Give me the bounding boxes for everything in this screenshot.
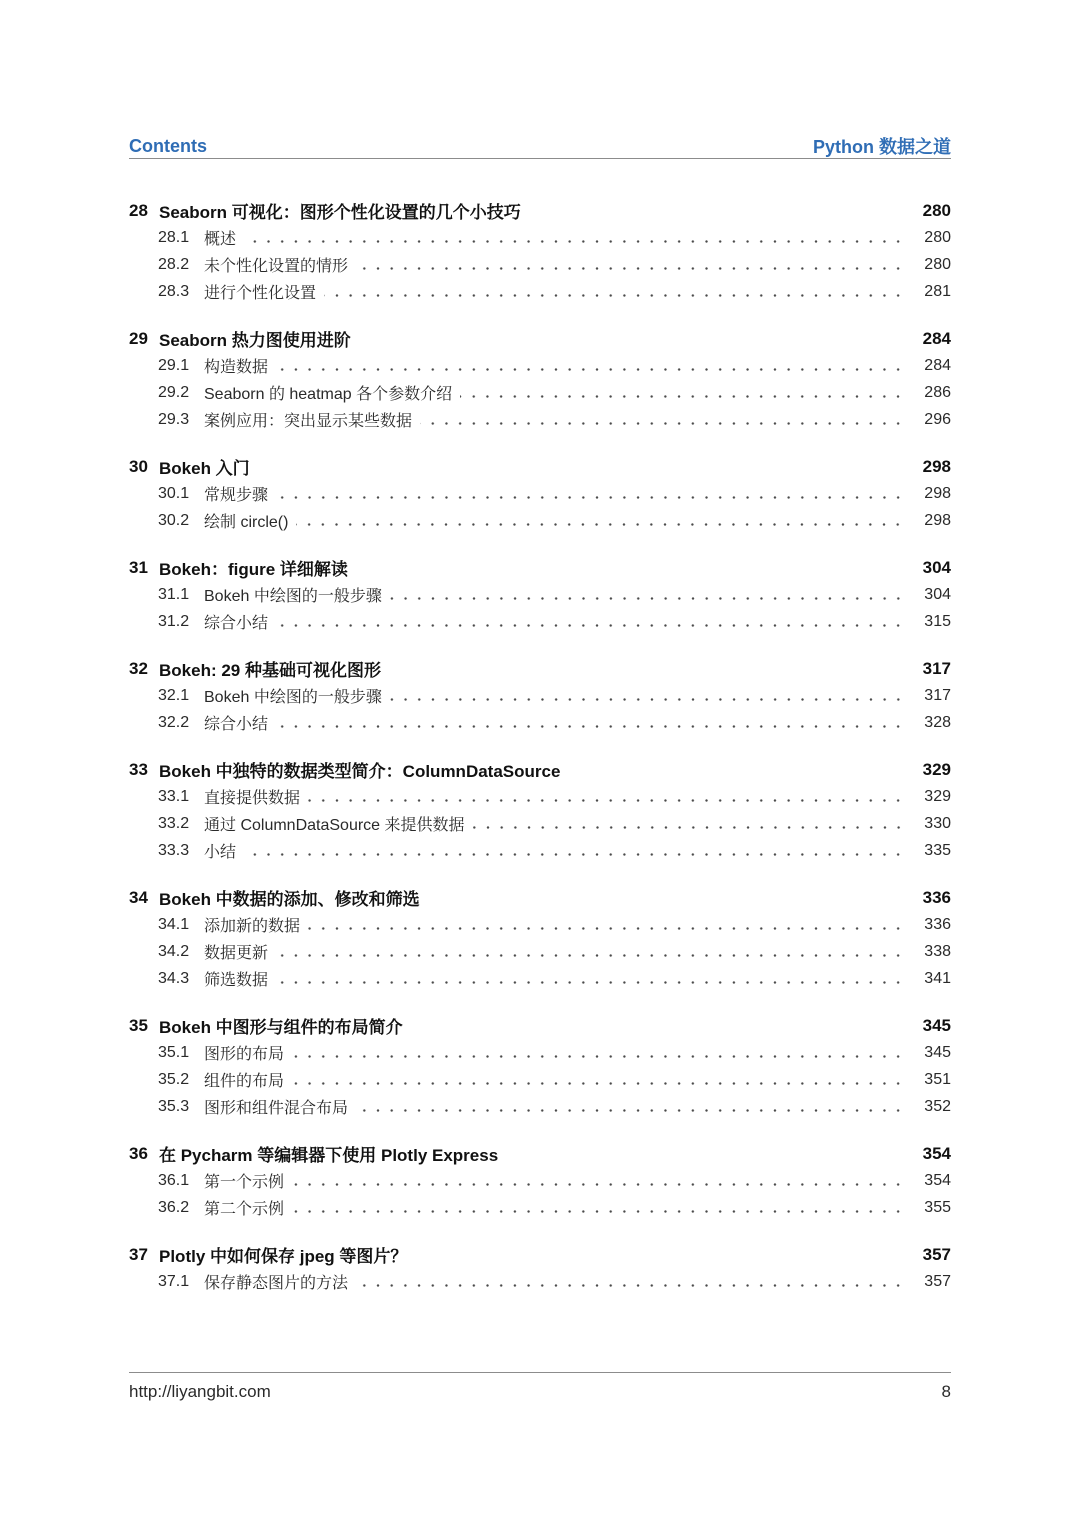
chapter-title: Bokeh 中图形与组件的布局简介: [159, 1018, 403, 1037]
dot-leader: [276, 709, 905, 736]
section-title: 保存静态图片的方法: [204, 1275, 349, 1292]
running-header: [129, 134, 951, 158]
section-row[interactable]: [129, 251, 951, 278]
section-page: 298: [924, 484, 951, 502]
section-row[interactable]: [129, 810, 951, 837]
section-page: 280: [924, 255, 951, 273]
section-page: 357: [924, 1272, 951, 1290]
section-page: 328: [924, 713, 951, 731]
section-page: 304: [924, 585, 951, 603]
dot-leader: [244, 837, 905, 864]
section-number: 37.1: [158, 1272, 190, 1290]
section-title: Bokeh 中绘图的一般步骤: [204, 689, 382, 706]
dot-leader: [296, 507, 905, 534]
section-page: 355: [924, 1198, 951, 1216]
section-number: 33.2: [158, 814, 190, 832]
section-page: 341: [924, 969, 951, 987]
chapter-row[interactable]: [129, 325, 951, 352]
section-title: 数据更新: [204, 945, 269, 962]
section-row[interactable]: [129, 1066, 951, 1093]
dot-leader: [292, 1167, 905, 1194]
dot-leader: [460, 379, 905, 406]
section-page: 335: [924, 841, 951, 859]
section-title: 直接提供数据: [204, 790, 301, 807]
section-row[interactable]: [129, 379, 951, 406]
section-number: 29.1: [158, 356, 190, 374]
chapter-number: 37: [129, 1244, 148, 1264]
section-row[interactable]: [129, 965, 951, 992]
section-page: 317: [924, 686, 951, 704]
chapter-page: 280: [922, 200, 951, 220]
chapter-block: [129, 453, 951, 534]
section-row[interactable]: [129, 1194, 951, 1221]
section-page: 352: [924, 1097, 951, 1115]
section-title: 进行个性化设置: [204, 285, 317, 302]
section-row[interactable]: [129, 1093, 951, 1120]
section-row[interactable]: [129, 507, 951, 534]
chapter-block: [129, 1241, 951, 1295]
dot-leader: [292, 1066, 905, 1093]
section-title: 图形和组件混合布局: [204, 1100, 349, 1117]
section-row[interactable]: [129, 406, 951, 433]
section-number: 28.3: [158, 282, 190, 300]
section-row[interactable]: [129, 837, 951, 864]
chapter-number: 30: [129, 456, 148, 476]
section-page: 354: [924, 1171, 951, 1189]
footer-rule: [129, 1372, 951, 1373]
chapter-title: Seaborn 可视化：图形个性化设置的几个小技巧: [159, 203, 521, 222]
section-page: 281: [924, 282, 951, 300]
section-row[interactable]: [129, 1167, 951, 1194]
chapter-block: [129, 554, 951, 635]
section-page: 298: [924, 511, 951, 529]
chapter-number: 34: [129, 887, 148, 907]
chapter-block: [129, 1140, 951, 1221]
section-row[interactable]: [129, 1039, 951, 1066]
section-title: Seaborn 的 heatmap 各个参数介绍: [204, 386, 453, 403]
chapter-page: 317: [922, 658, 951, 678]
section-title: 第二个示例: [204, 1201, 285, 1218]
section-title: 案例应用：突出显示某些数据: [204, 413, 413, 430]
section-page: 330: [924, 814, 951, 832]
chapter-title: Bokeh 中数据的添加、修改和筛选: [159, 890, 420, 909]
chapter-title: 在 Pycharm 等编辑器下使用 Plotly Express: [159, 1146, 499, 1165]
section-page: 286: [924, 383, 951, 401]
section-number: 35.1: [158, 1043, 190, 1061]
section-title: 图形的布局: [204, 1046, 285, 1063]
dot-leader: [356, 251, 905, 278]
dot-leader: [276, 938, 905, 965]
section-title: 综合小结: [204, 716, 269, 733]
footer-url-link[interactable]: http://liyangbit.com: [129, 1382, 271, 1401]
section-row[interactable]: [129, 224, 951, 251]
dot-leader: [324, 278, 905, 305]
chapter-row[interactable]: [129, 1241, 951, 1268]
chapter-number: 33: [129, 759, 148, 779]
section-title: 综合小结: [204, 615, 269, 632]
section-title: 绘制 circle(): [204, 514, 289, 531]
section-title: 小结: [204, 844, 237, 861]
section-title: 通过 ColumnDataSource 来提供数据: [204, 817, 465, 834]
dot-leader: [356, 1268, 905, 1295]
dot-leader: [356, 1093, 905, 1120]
section-number: 31.2: [158, 612, 190, 630]
running-footer: [129, 1380, 951, 1404]
chapter-number: 32: [129, 658, 148, 678]
section-number: 36.2: [158, 1198, 190, 1216]
section-page: 280: [924, 228, 951, 246]
section-title: 筛选数据: [204, 972, 269, 989]
chapter-page: 329: [922, 759, 951, 779]
section-page: 329: [924, 787, 951, 805]
chapter-page: 284: [922, 328, 951, 348]
chapter-number: 35: [129, 1015, 148, 1035]
section-number: 30.2: [158, 511, 190, 529]
section-number: 33.3: [158, 841, 190, 859]
chapter-page: 298: [922, 456, 951, 476]
section-number: 32.1: [158, 686, 190, 704]
chapter-block: [129, 197, 951, 305]
section-row[interactable]: [129, 581, 951, 608]
section-title: 概述: [204, 231, 237, 248]
chapter-row[interactable]: [129, 1140, 951, 1167]
dot-leader: [308, 783, 905, 810]
chapter-title: Seaborn 热力图使用进阶: [159, 331, 351, 350]
section-number: 28.2: [158, 255, 190, 273]
chapter-title: Bokeh：figure 详细解读: [159, 560, 348, 579]
chapter-page: 345: [922, 1015, 951, 1035]
section-row[interactable]: [129, 608, 951, 635]
chapter-number: 31: [129, 557, 148, 577]
dot-leader: [292, 1039, 905, 1066]
section-number: 32.2: [158, 713, 190, 731]
chapter-number: 28: [129, 200, 148, 220]
section-row[interactable]: [129, 278, 951, 305]
chapter-row[interactable]: [129, 1012, 951, 1039]
chapter-page: 354: [922, 1143, 951, 1163]
section-page: 296: [924, 410, 951, 428]
chapter-number: 36: [129, 1143, 148, 1163]
section-number: 31.1: [158, 585, 190, 603]
header-book-title: Python 数据之道: [813, 137, 951, 157]
section-page: 345: [924, 1043, 951, 1061]
chapter-title: Bokeh 中独特的数据类型简介：ColumnDataSource: [159, 762, 561, 781]
section-page: 284: [924, 356, 951, 374]
chapter-block: [129, 1012, 951, 1120]
section-number: 29.3: [158, 410, 190, 428]
section-number: 34.1: [158, 915, 190, 933]
section-title: 添加新的数据: [204, 918, 301, 935]
section-title: 未个性化设置的情形: [204, 258, 349, 275]
chapter-page: 304: [922, 557, 951, 577]
dot-leader: [390, 581, 905, 608]
chapter-page: 357: [922, 1244, 951, 1264]
dot-leader: [390, 682, 905, 709]
section-number: 29.2: [158, 383, 190, 401]
chapter-row[interactable]: [129, 884, 951, 911]
section-number: 34.3: [158, 969, 190, 987]
section-title: 常规步骤: [204, 487, 269, 504]
section-page: 336: [924, 915, 951, 933]
section-row[interactable]: [129, 709, 951, 736]
chapter-block: [129, 325, 951, 433]
dot-leader: [276, 352, 905, 379]
dot-leader: [276, 608, 905, 635]
header-rule: [129, 158, 951, 159]
section-title: 组件的布局: [204, 1073, 285, 1090]
table-of-contents: [129, 197, 951, 1315]
dot-leader: [276, 480, 905, 507]
dot-leader: [292, 1194, 905, 1221]
section-number: 34.2: [158, 942, 190, 960]
section-row[interactable]: [129, 352, 951, 379]
section-number: 36.1: [158, 1171, 190, 1189]
header-contents-label[interactable]: Contents: [129, 135, 207, 156]
footer-page-number: 8: [941, 1382, 951, 1401]
section-row[interactable]: [129, 480, 951, 507]
chapter-title: Bokeh: 29 种基础可视化图形: [159, 661, 381, 680]
chapter-row[interactable]: [129, 554, 951, 581]
chapter-row[interactable]: [129, 756, 951, 783]
section-row[interactable]: [129, 1268, 951, 1295]
chapter-row[interactable]: [129, 655, 951, 682]
section-page: 315: [924, 612, 951, 630]
section-number: 35.3: [158, 1097, 190, 1115]
chapter-row[interactable]: [129, 453, 951, 480]
dot-leader: [308, 911, 905, 938]
section-row[interactable]: [129, 911, 951, 938]
chapter-block: [129, 884, 951, 992]
dot-leader: [244, 224, 905, 251]
dot-leader: [276, 965, 905, 992]
section-number: 33.1: [158, 787, 190, 805]
chapter-row[interactable]: [129, 197, 951, 224]
chapter-block: [129, 655, 951, 736]
section-title: 构造数据: [204, 359, 269, 376]
chapter-page: 336: [922, 887, 951, 907]
section-page: 351: [924, 1070, 951, 1088]
section-title: 第一个示例: [204, 1174, 285, 1191]
section-row[interactable]: [129, 938, 951, 965]
chapter-number: 29: [129, 328, 148, 348]
chapter-block: [129, 756, 951, 864]
chapter-title: Plotly 中如何保存 jpeg 等图片？: [159, 1247, 408, 1266]
section-page: 338: [924, 942, 951, 960]
section-row[interactable]: [129, 783, 951, 810]
section-number: 30.1: [158, 484, 190, 502]
section-number: 35.2: [158, 1070, 190, 1088]
chapter-title: Bokeh 入门: [159, 459, 250, 478]
section-row[interactable]: [129, 682, 951, 709]
dot-leader: [473, 810, 905, 837]
dot-leader: [420, 406, 905, 433]
section-number: 28.1: [158, 228, 190, 246]
section-title: Bokeh 中绘图的一般步骤: [204, 588, 382, 605]
